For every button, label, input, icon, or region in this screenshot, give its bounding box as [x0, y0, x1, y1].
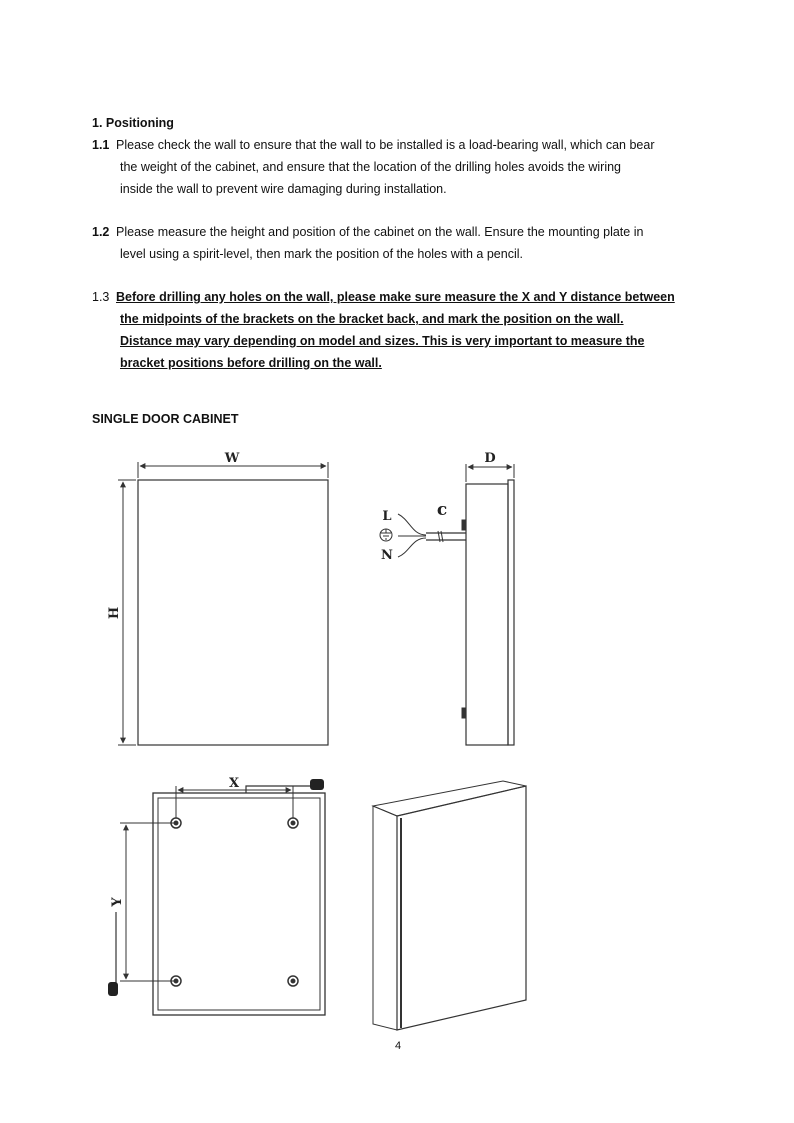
section-heading: 1. Positioning — [92, 116, 174, 130]
paragraph-1-2-line-2: level using a spirit-level, then mark the position of the holes with a pencil. — [120, 247, 523, 261]
paragraph-1-3-line-3: Distance may vary depending on model and sizes. This is very important to measure the — [120, 334, 645, 348]
width-label: W — [224, 451, 240, 466]
page-number: 4 — [395, 1040, 402, 1052]
paragraph-1-2-line-1: Please measure the height and position of the cabinet on the wall. Ensure the mounting plate in — [116, 225, 644, 239]
front-view — [118, 462, 328, 745]
paragraph-1-2-number: 1.2 — [92, 225, 110, 239]
cable-label: c — [436, 500, 448, 520]
paragraph-1-1-line-1: Please check the wall to ensure that the wall to be installed is a load-bearing wall, which can bear — [116, 138, 655, 152]
tape-measure-icon — [108, 779, 324, 996]
paragraph-1-3-number: 1.3 — [92, 290, 110, 304]
depth-label: D — [484, 451, 496, 466]
live-label: L — [382, 509, 392, 524]
height-label: H — [107, 606, 122, 620]
y-distance-label: Y — [110, 897, 125, 907]
back-view — [116, 786, 325, 1015]
paragraph-1-1-line-3: inside the wall to prevent wire damaging during installation. — [120, 182, 447, 196]
paragraph-1-1-number: 1.1 — [92, 138, 110, 152]
neutral-label: N — [381, 548, 393, 563]
paragraph-1-3-line-1: Before drilling any holes on the wall, please make sure measure the X and Y distance between — [116, 290, 675, 304]
x-distance-label: X — [228, 776, 240, 791]
perspective-view — [373, 781, 526, 1030]
paragraph-1-1-line-2: the weight of the cabinet, and ensure that the location of the drilling holes avoids the wiring — [120, 160, 622, 174]
paragraph-1-3-line-2: the midpoints of the brackets on the bracket back, and mark the position on the wall. — [120, 312, 624, 326]
paragraph-1-3-line-4: bracket positions before drilling on the wall. — [120, 356, 382, 370]
sub-heading: SINGLE DOOR CABINET — [92, 412, 239, 426]
